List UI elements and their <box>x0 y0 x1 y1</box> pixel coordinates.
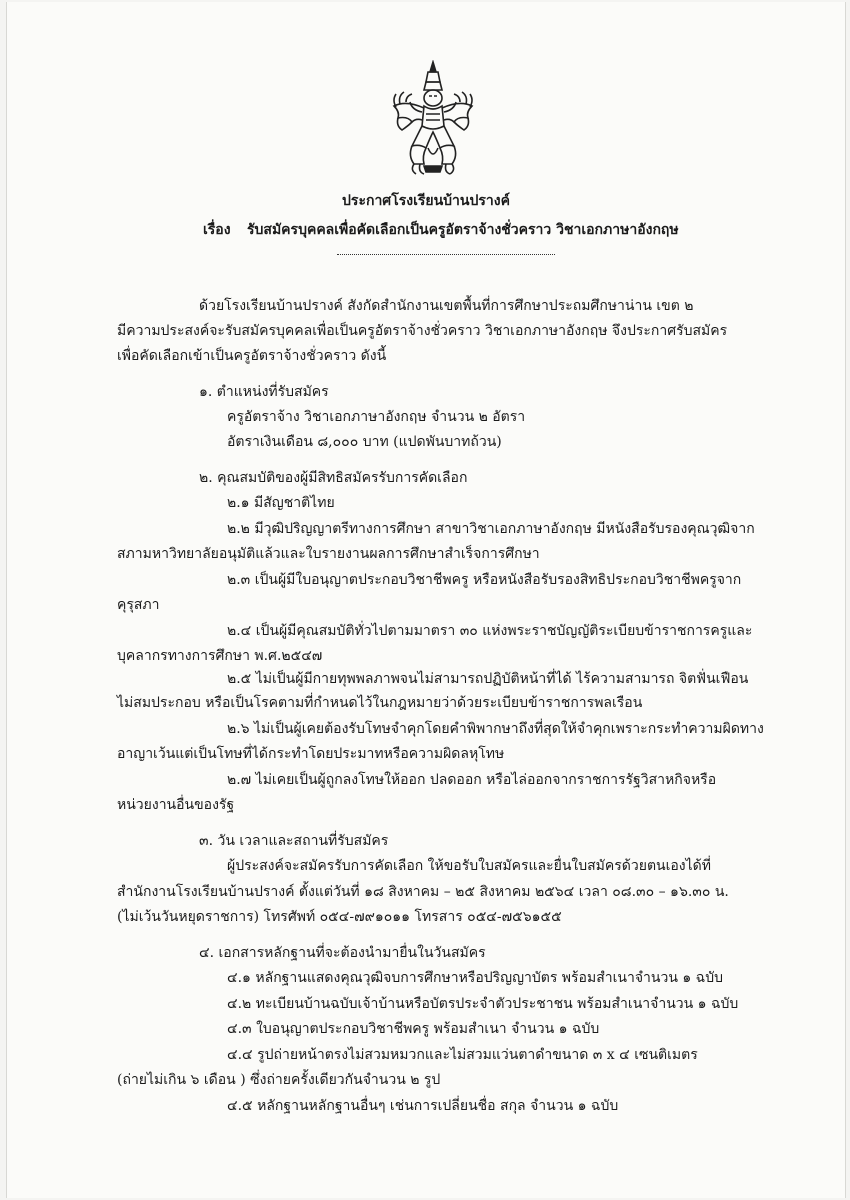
section2-line: หน่วยงานอื่นของรัฐ <box>117 797 235 813</box>
garuda-emblem-icon <box>390 60 476 178</box>
subject-text: รับสมัครบุคคลเพื่อคัดเลือกเป็นครูอัตราจ้างชั่วคราว วิชาเอกภาษาอังกฤษ <box>247 222 679 238</box>
section2-line: คุรุสภา <box>117 597 160 613</box>
section2-line: ๒.๕ ไม่เป็นผู้มีกายทุพพลภาพจนไม่สามารถปฏิบัติหน้าที่ได้ ไร้ความสามารถ จิตฟั่นเฟือน <box>227 671 749 687</box>
section2-line: ๒.๔ เป็นผู้มีคุณสมบัติทั่วไปตามมาตรา ๓๐ แห่งพระราชบัญญัติระเบียบข้าราชการครูและ <box>227 623 753 639</box>
header-divider <box>337 254 555 255</box>
intro-line-1: ด้วยโรงเรียนบ้านปรางค์ สังกัดสำนักงานเขตพื้นที่การศึกษาประถมศึกษาน่าน เขต ๒ <box>199 298 694 314</box>
section2-line: ๒.๑ มีสัญชาติไทย <box>227 495 335 511</box>
section2-line: อาญาเว้นแต่เป็นโทษที่ได้กระทำโดยประมาทหรือความผิดลหุโทษ <box>117 746 505 762</box>
section2-line: ๒.๗ ไม่เคยเป็นผู้ถูกลงโทษให้ออก ปลดออก หรือไล่ออกจากราชการรัฐวิสาหกิจหรือ <box>227 772 717 788</box>
section1-heading: ๑. ตำแหน่งที่รับสมัคร <box>199 384 329 400</box>
section3-line: สำนักงานโรงเรียนบ้านปรางค์ ตั้งแต่วันที่ ๑๘ สิงหาคม – ๒๕ สิงหาคม ๒๕๖๔ เวลา ๐๘.๓๐ – ๑๖.๓๐ น. <box>117 884 729 900</box>
subject-label: เรื่อง <box>203 222 231 238</box>
section3-line: (ไม่เว้นวันหยุดราชการ) โทรศัพท์ ๐๕๔-๗๙๑๐๑๑ โทรสาร ๐๕๔-๗๕๖๑๕๕ <box>117 909 562 925</box>
section2-line: ไม่สมประกอบ หรือเป็นโรคตามที่กำหนดไว้ในกฎหมายว่าด้วยระเบียบข้าราชการพลเรือน <box>117 695 643 711</box>
intro-line-2: มีความประสงค์จะรับสมัครบุคคลเพื่อเป็นครูอัตราจ้างชั่วคราว วิชาเอกภาษาอังกฤษ จึงประกาศรับสมัคร <box>117 323 728 339</box>
document-page <box>6 2 846 1198</box>
document-title: ประกาศโรงเรียนบ้านปรางค์ <box>342 193 510 209</box>
section2-line: บุคลากรทางการศึกษา พ.ศ.๒๕๔๗ <box>117 648 323 664</box>
section4-line: ๔.๕ หลักฐานหลักฐานอื่นๆ เช่นการเปลี่ยนชื่อ สกุล จำนวน ๑ ฉบับ <box>227 1098 619 1114</box>
section2-line: ๒.๖ ไม่เป็นผู้เคยต้องรับโทษจำคุกโดยคำพิพากษาถึงที่สุดให้จำคุกเพราะกระทำความผิดทาง <box>227 721 764 737</box>
section2-line: ๒.๒ มีวุฒิปริญญาตรีทางการศึกษา สาขาวิชาเอกภาษาอังกฤษ มีหนังสือรับรองคุณวุฒิจาก <box>227 521 755 537</box>
section4-line: ๔.๒ ทะเบียนบ้านฉบับเจ้าบ้านหรือบัตรประจำตัวประชาชน พร้อมสำเนาจำนวน ๑ ฉบับ <box>227 996 739 1012</box>
section4-line: ๔.๓ ใบอนุญาตประกอบวิชาชีพครู พร้อมสำเนา จำนวน ๑ ฉบับ <box>227 1021 600 1037</box>
section2-heading: ๒. คุณสมบัติของผู้มีสิทธิสมัครรับการคัดเลือก <box>199 470 468 486</box>
section4-line: ๔.๑ หลักฐานแสดงคุณวุฒิจบการศึกษาหรือปริญญาบัตร พร้อมสำเนาจำนวน ๑ ฉบับ <box>227 970 723 986</box>
section2-line: สภามหาวิทยาลัยอนุมัติแล้วและใบรายงานผลการศึกษาสำเร็จการศึกษา <box>117 546 540 562</box>
section3-heading: ๓. วัน เวลาและสถานที่รับสมัคร <box>199 833 389 849</box>
section3-line: ผู้ประสงค์จะสมัครรับการคัดเลือก ให้ขอรับใบสมัครและยื่นใบสมัครด้วยตนเองได้ที่ <box>227 858 711 874</box>
intro-line-3: เพื่อคัดเลือกเข้าเป็นครูอัตราจ้างชั่วคราว ดังนี้ <box>117 348 387 364</box>
section1-line: อัตราเงินเดือน ๘,๐๐๐ บาท (แปดพันบาทถ้วน) <box>227 434 502 450</box>
section4-heading: ๔. เอกสารหลักฐานที่จะต้องนำมายื่นในวันสมัคร <box>199 945 486 961</box>
section2-line: ๒.๓ เป็นผู้มีใบอนุญาตประกอบวิชาชีพครู หรือหนังสือรับรองสิทธิประกอบวิชาชีพครูจาก <box>227 572 742 588</box>
section4-line: ๔.๔ รูปถ่ายหน้าตรงไม่สวมหมวกและไม่สวมแว่นตาดำขนาด ๓ x ๔ เซนติเมตร <box>227 1047 698 1063</box>
section4-line: (ถ่ายไม่เกิน ๖ เดือน ) ซึ่งถ่ายครั้งเดียวกันจำนวน ๒ รูป <box>117 1072 441 1088</box>
section1-line: ครูอัตราจ้าง วิชาเอกภาษาอังกฤษ จำนวน ๒ อัตรา <box>227 409 526 425</box>
